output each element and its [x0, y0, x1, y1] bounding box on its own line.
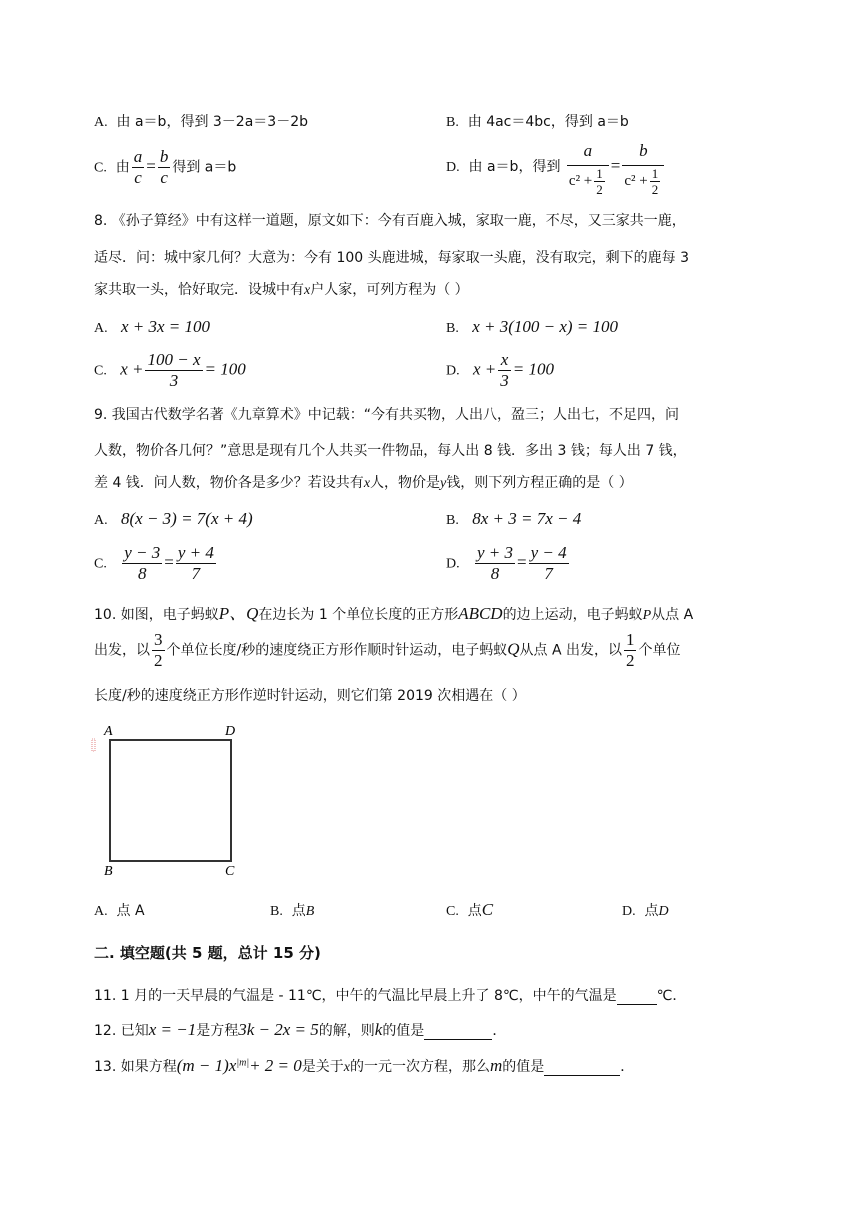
q9-option-a[interactable]: A. 8(x − 3) = 7(x + 4): [94, 509, 253, 528]
q8-stem-line-1: 8. 《孙子算经》中有这样一道题，原文如下：今有百鹿入城，家取一鹿，不尽，又三家共一鹿，: [94, 213, 686, 229]
answer-blank[interactable]: [617, 988, 657, 1005]
q9-option-c[interactable]: C. $\frac{y - 3}{8}$ = $\frac{y + 4}{7}$: [94, 543, 214, 583]
q9-stem-line-3: 差 4 钱．问人数，物价各是多少？若设共有x人，物价是y钱，则下列方程正确的是（ ）: [94, 475, 633, 491]
q10-stem-line-3: 长度/秒的速度绕正方形作逆时针运动，则它们第 2019 次相遇在（ ）: [94, 688, 526, 704]
answer-blank[interactable]: [424, 1023, 492, 1040]
section-title: 二. 填空题(共 5 题，总计 15 分): [94, 944, 321, 962]
q11-text: 11. 1 月的一天早晨的气温是 - 11℃，中午的气温比早晨上升了 8℃，中午的气温是 ℃．: [94, 988, 687, 1004]
q8-option-a[interactable]: A. x + 3x = 100: [94, 317, 211, 336]
square-abcd-figure: [88, 715, 248, 885]
q10-option-d[interactable]: D. 点D: [622, 903, 669, 919]
q7-option-d[interactable]: D. 由 a＝b，得到 a c² + $\frac{1}{2}$ = b c² + $\frac{1}{2}$: [446, 137, 666, 197]
fraction: $\frac{x}{3}$: [500, 350, 509, 390]
fraction: $\frac{100 - x}{3}$: [147, 350, 201, 390]
fraction: $\frac{1}{2}$: [625, 630, 635, 670]
fraction: $\frac{y - 3}{8}$: [124, 543, 161, 583]
q8-stem-line-3: 家共取一头，恰好取完．设城中有x户人家，可列方程为（ ）: [94, 282, 469, 298]
q9-option-b[interactable]: B. 8x + 3 = 7x − 4: [446, 509, 582, 528]
q10-option-b[interactable]: B. 点B: [270, 903, 315, 919]
q7-option-b[interactable]: B. 由 4ac＝4bc，得到 a＝b: [446, 114, 629, 130]
fraction: $\frac{y + 3}{8}$: [476, 543, 514, 583]
q8-option-c[interactable]: C. x + $\frac{100 - x}{3}$ = 100: [94, 350, 246, 390]
fraction: $\frac{b}{c}$: [159, 147, 169, 187]
fraction: $\frac{3}{2}$: [154, 630, 163, 670]
vertex-label-d: D: [225, 724, 236, 739]
fraction: $\frac{a}{c}$: [133, 147, 143, 187]
q8-stem-line-2: 适尽．问：城中家几何？大意为：今有 100 头鹿进城，每家取一头鹿，没有取完，剩下的鹿每 3: [94, 250, 689, 266]
marker: [92, 739, 95, 751]
answer-blank[interactable]: [544, 1059, 620, 1076]
vertex-label-a: A: [104, 724, 113, 739]
q9-option-d[interactable]: D. $\frac{y + 3}{8}$ = $\frac{y - 4}{7}$: [446, 543, 567, 583]
vertex-label-b: B: [104, 864, 113, 879]
q7-option-a[interactable]: A. 由 a＝b，得到 3－2a＝3－2b: [94, 114, 308, 130]
q13-text: 13. 如果方程$(m - 1)x^{|m|}+ 2 = 0$是关于x的一元一次方程，那么m的值是 ．: [94, 1056, 635, 1075]
q9-stem-line-2: 人数，物价各几何？”意思是现有几个人共买一件物品，每人出 8 钱．多出 3 钱；每人出 7 钱，: [94, 443, 687, 459]
q10-option-c[interactable]: C. 点C: [446, 900, 494, 919]
square: [110, 740, 231, 861]
q10-stem-line-1: 10. 如图，电子蚂蚁P、Q在边长为 1 个单位长度的正方形ABCD的边上运动，电子蚂蚁P从点 A: [94, 604, 694, 623]
q8-option-b[interactable]: B. x + 3(100 − x) = 100: [446, 317, 619, 336]
q9-stem-line-1: 9. 我国古代数学名著《九章算术》中记载：“今有共买物，人出八，盈三；人出七，不足四，问: [94, 407, 680, 423]
q7-option-c[interactable]: C. 由 $\frac{a}{c}$ = $\frac{b}{c}$ 得到 a＝b: [94, 147, 237, 187]
q10-option-a[interactable]: A. 点 A: [94, 903, 145, 919]
vertex-label-c: C: [225, 864, 235, 879]
fraction: $\frac{y - 4}{7}$: [530, 543, 567, 583]
fraction: b c² + $\frac{1}{2}$: [622, 137, 664, 197]
q12-text: 12. 已知x = −1是方程3k − 2x = 5的解，则k的值是 ．: [94, 1020, 507, 1039]
fraction: $\frac{y + 4}{7}$: [177, 543, 214, 583]
q8-option-d[interactable]: D. x + $\frac{x}{3}$ = 100: [446, 350, 554, 390]
q10-stem-line-2: 出发，以 $\frac{3}{2}$ 个单位长度/秒的速度绕正方形作顺时针运动，电子蚂蚁Q从点 A 出发，以 $\frac{1}{2}$ 个单位: [94, 630, 681, 670]
fraction: a c² + $\frac{1}{2}$: [567, 137, 609, 197]
